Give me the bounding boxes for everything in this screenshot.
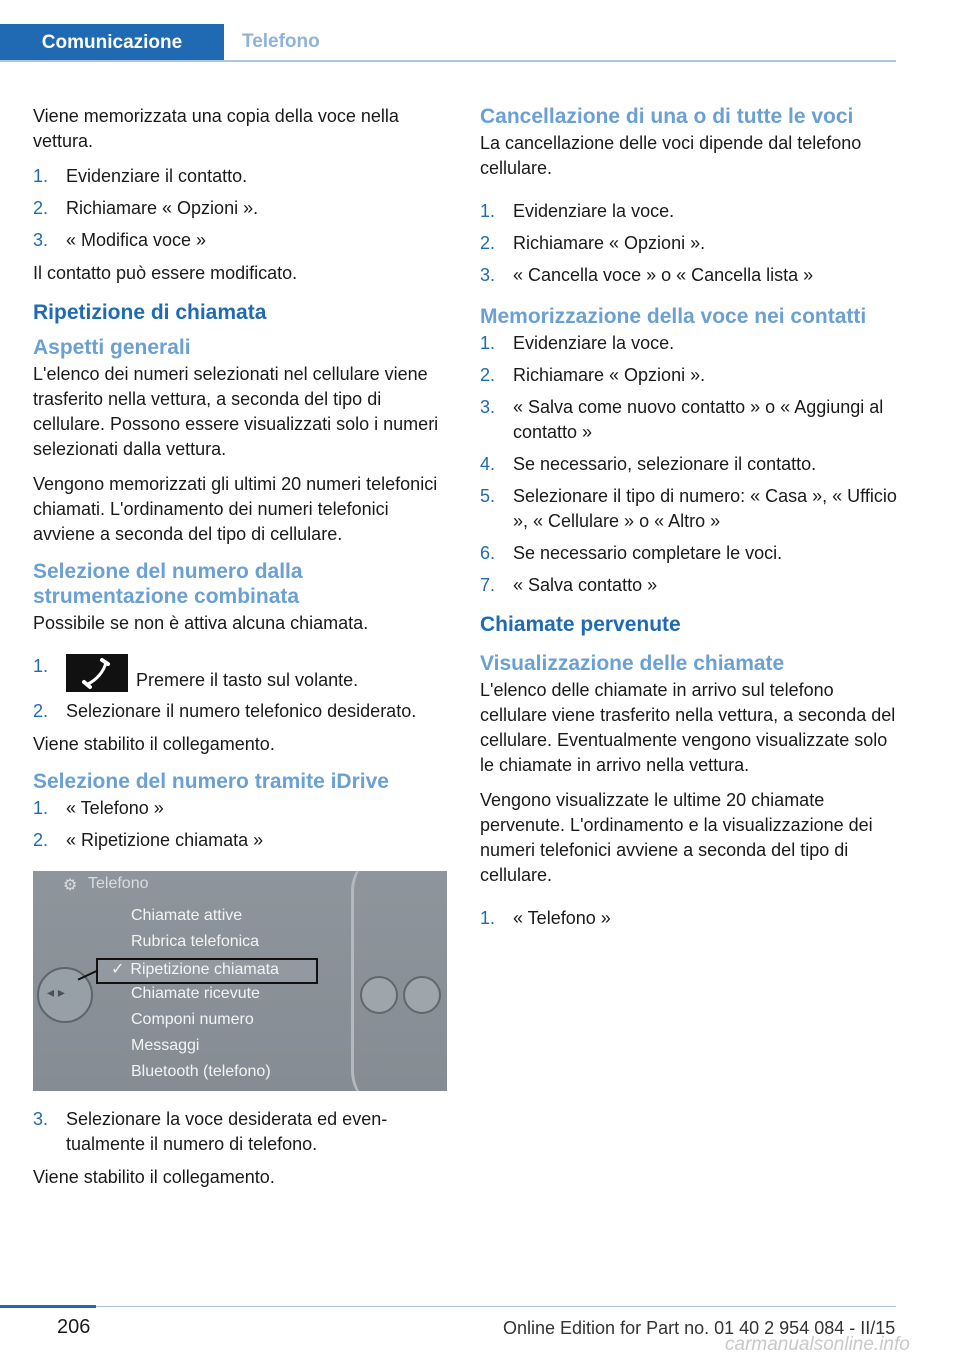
list-item: 3. « Salva come nuovo contatto » o « Aggiungi al contatto » (480, 397, 884, 442)
heading-aspetti-generali: Aspetti generali (33, 336, 191, 359)
result-text: Viene stabilito il collegamento. (33, 1167, 275, 1187)
list-item: 3. « Cancella voce » o « Cancella lista » (480, 265, 814, 285)
menu-item-selected[interactable]: ✓ Ripetizione chiamata (111, 961, 279, 978)
list-item: 2. « Ripetizione chiamata » (33, 830, 264, 850)
steps-cancellazione (480, 199, 898, 288)
menu-item[interactable]: Messaggi (131, 1037, 200, 1054)
list-item: 1. Evidenziare il contatto. (33, 166, 248, 186)
paragraph: Vengono visualizzate le ultime 20 chiamate pervenute. L'ordinamento e la visualizzazione dei numeri telefonici avviene a seconda del tipo di cellulare. (480, 790, 873, 885)
options-icon (360, 976, 398, 1014)
heading-chiamate-pervenute: Chiamate pervenute (480, 613, 681, 636)
list-item: 2. Richiamare « Opzioni ». (33, 198, 259, 218)
page-header (0, 0, 896, 62)
intro-paragraph: Viene memorizzata una copia della voce nella vettura. (33, 106, 399, 151)
steps-modifica (33, 164, 449, 253)
heading-strumentazione: Selezione del numero dalla strumentazione combinata (33, 560, 303, 608)
menu-item[interactable]: Componi numero (131, 1011, 254, 1028)
menu-item[interactable]: Chiamate ricevute (131, 985, 260, 1002)
paragraph: La cancellazione delle voci dipende dal telefono cellulare. (480, 133, 862, 178)
paragraph: Vengono memorizzati gli ultimi 20 numeri telefonici chiamati. L'ordinamento dei numeri telefonici avviene a seconda del tipo di cellulare. (33, 474, 438, 544)
heading-visualizzazione: Visualizzazione delle chiamate (480, 652, 785, 675)
idrive-screenshot (33, 871, 447, 1091)
list-item: 7. « Salva contatto » (480, 575, 658, 595)
right-column (480, 104, 898, 939)
left-column (33, 104, 449, 1200)
paragraph: Possibile se non è attiva alcuna chiamata. (33, 613, 369, 633)
heading-idrive: Selezione del numero tramite iDrive (33, 770, 389, 793)
list-item: 1. Premere il tasto sul volante. (33, 656, 359, 690)
list-item: 1. « Telefono » (480, 908, 611, 928)
footer-accent-line (0, 1305, 96, 1308)
steps-idrive (33, 796, 449, 853)
screen-title: Telefono (88, 875, 149, 892)
list-item: 2. Richiamare « Opzioni ». (480, 365, 706, 385)
paragraph: L'elenco dei numeri selezionati nel cellulare viene trasferito nella vettura, a seconda del tipo di cellulare. Possono essere visualizzati solo i numeri selezionati dalla vettura. (33, 364, 439, 459)
list-item: 3. Selezionare la voce desiderata ed eventualmente il numero di telefono. (33, 1109, 388, 1154)
list-item: 2. Selezionare il numero telefonico desiderato. (33, 701, 417, 721)
list-item: 4. Se necessario, selezionare il contatto. (480, 454, 817, 474)
list-item: 1. Evidenziare la voce. (480, 201, 675, 221)
menu-item[interactable]: Bluetooth (telefono) (131, 1063, 271, 1080)
steps-visualizzazione (480, 906, 898, 931)
list-item: 1. Evidenziare la voce. (480, 333, 675, 353)
steps-memorizzazione (480, 331, 898, 598)
tab-comunicazione[interactable]: Comunicazione (0, 24, 224, 62)
page-number: 206 (57, 1316, 91, 1338)
watermark: carmanualsonline.info (725, 1334, 910, 1355)
edition-text: Online Edition for Part no. 01 40 2 954 084 - II/15 (503, 1318, 896, 1338)
list-item: 5. Selezionare il tipo di numero: « Casa », « Ufficio », « Cellulare » o « Altro » (480, 486, 897, 531)
menu-item[interactable]: Rubrica telefonica (131, 933, 260, 950)
heading-cancellazione: Cancellazione di una o di tutte le voci (480, 105, 854, 128)
footer-divider (96, 1306, 896, 1307)
steps-strumentazione (33, 654, 449, 724)
result-text: Viene stabilito il collegamento. (33, 734, 275, 754)
phone-button-icon (66, 654, 128, 692)
list-item: 1. « Telefono » (33, 798, 164, 818)
side-panel-icon (403, 976, 441, 1014)
controller-knob-icon: ◂ ▸ (37, 967, 93, 1023)
heading-ripetizione: Ripetizione di chiamata (33, 301, 267, 324)
result-text: Il contatto può essere modificato. (33, 263, 298, 283)
tab-telefono[interactable]: Telefono (242, 31, 320, 52)
heading-memorizzazione: Memorizzazione della voce nei contatti (480, 305, 867, 328)
check-icon: ✓ (111, 961, 125, 978)
menu-item[interactable]: Chiamate attive (131, 907, 243, 924)
list-item: 6. Se necessario completare le voci. (480, 543, 783, 563)
list-item: 3. « Modifica voce » (33, 230, 207, 250)
paragraph: L'elenco delle chiamate in arrivo sul telefono cellulare viene trasferito nella vettura, a seconda del cellulare. Eventualmente vengono visualizzate solo le chiamate in arrivo nella vettura. (480, 680, 896, 775)
list-item: 2. Richiamare « Opzioni ». (480, 233, 706, 253)
header-divider (0, 60, 896, 62)
steps-idrive-cont (33, 1107, 449, 1157)
phone-settings-icon: ⚙ (63, 877, 78, 894)
